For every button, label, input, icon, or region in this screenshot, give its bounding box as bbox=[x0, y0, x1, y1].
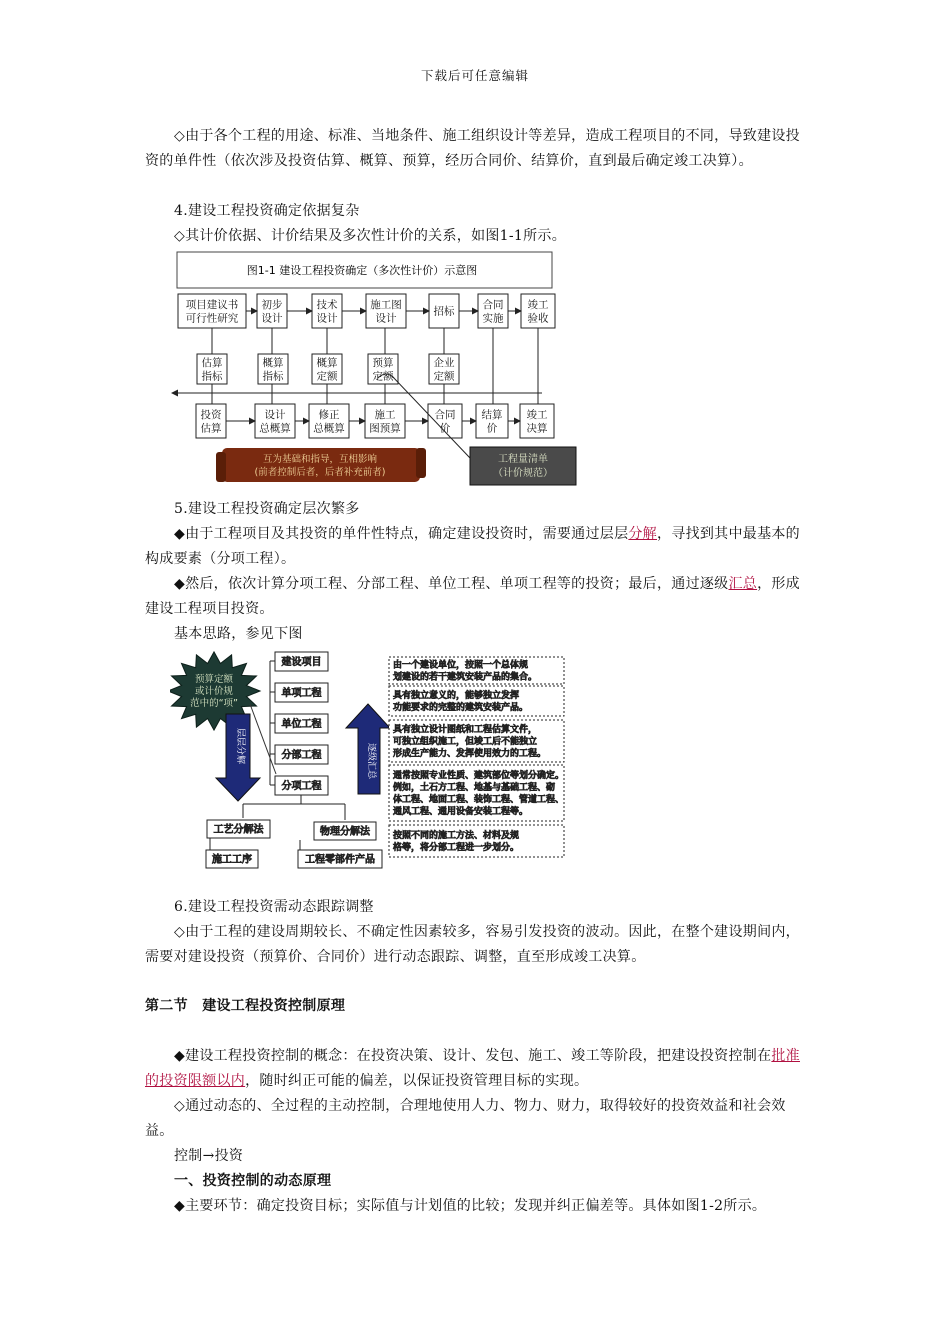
svg-text:逐级汇总: 逐级汇总 bbox=[366, 742, 376, 780]
svg-text:总概算: 总概算 bbox=[259, 422, 291, 435]
svg-text:范中的“项”: 范中的“项” bbox=[190, 698, 238, 709]
svg-text:技术: 技术 bbox=[316, 298, 338, 311]
svg-text:工程量清单: 工程量清单 bbox=[498, 454, 548, 465]
svg-text:可行性研究: 可行性研究 bbox=[185, 312, 239, 325]
svg-text:按照不同的施工方法、材料及规: 按照不同的施工方法、材料及规 bbox=[393, 831, 520, 842]
paragraph-active-control: ◇通过动态的、全过程的主动控制，合理地使用人力、物力、财力，取得较好的投资效益和社会效益。 bbox=[145, 1098, 786, 1139]
svg-text:体工程、地面工程、装饰工程、管道工程、: 体工程、地面工程、装饰工程、管道工程、 bbox=[393, 795, 565, 806]
fig1-top-box bbox=[312, 294, 342, 328]
svg-text:指标: 指标 bbox=[262, 370, 284, 383]
figure-decomposition bbox=[170, 646, 600, 872]
svg-text:概算: 概算 bbox=[316, 356, 338, 369]
svg-text:投资: 投资 bbox=[200, 408, 222, 421]
svg-text:项目建议书: 项目建议书 bbox=[185, 298, 239, 311]
link-approved-limit[interactable]: 批准的投资限额以内 bbox=[145, 1048, 800, 1089]
heading-item-5: 5.建设工程投资确定层次繁多 bbox=[174, 501, 360, 517]
svg-text:或计价规: 或计价规 bbox=[194, 686, 234, 697]
down-arrow-decompose bbox=[216, 714, 260, 801]
section-title: 第二节 建设工程投资控制原理 bbox=[145, 998, 346, 1014]
svg-text:招标: 招标 bbox=[433, 305, 455, 318]
fig1-top-box bbox=[178, 294, 246, 328]
svg-text:价: 价 bbox=[439, 422, 451, 435]
paragraph-main-steps: ◆主要环节：确定投资目标；实际值与计划值的比较；发现并纠正偏差等。具体如图1-2所示。 bbox=[174, 1198, 767, 1214]
svg-text:设计: 设计 bbox=[375, 312, 397, 325]
svg-text:施工图: 施工图 bbox=[370, 298, 402, 311]
svg-text:(前者控制后者，后者补充前者): (前者控制后者，后者补充前者) bbox=[254, 467, 386, 478]
svg-text:建设项目: 建设项目 bbox=[281, 657, 322, 668]
svg-text:具有独立设计图纸和工程估算文件，: 具有独立设计图纸和工程估算文件， bbox=[393, 725, 538, 736]
fig1-scroll-banner bbox=[216, 448, 426, 482]
fig1-top-box bbox=[429, 294, 459, 328]
svg-text:定额: 定额 bbox=[433, 370, 455, 383]
level-box bbox=[275, 714, 328, 733]
fig1-mid-box bbox=[429, 354, 459, 384]
fig1-top-box bbox=[366, 294, 406, 328]
svg-text:初步: 初步 bbox=[261, 298, 283, 311]
figure-1-1 bbox=[170, 250, 590, 490]
note-box bbox=[389, 657, 564, 684]
level-box bbox=[275, 683, 328, 702]
paragraph-fig1-intro: ◇其计价依据、计价结果及多次性计价的关系，如图1-1所示。 bbox=[174, 228, 567, 244]
svg-text:单项工程: 单项工程 bbox=[281, 688, 322, 699]
svg-text:格等，将分部工程进一步划分。: 格等，将分部工程进一步划分。 bbox=[393, 843, 520, 854]
level-box bbox=[275, 652, 328, 671]
fig1-top-box bbox=[478, 294, 508, 328]
fig1-top-box bbox=[257, 294, 287, 328]
svg-text:物理分解法: 物理分解法 bbox=[320, 826, 370, 838]
svg-text:设计: 设计 bbox=[261, 312, 283, 325]
svg-text:施工: 施工 bbox=[374, 408, 396, 421]
svg-text:竣工: 竣工 bbox=[527, 298, 549, 311]
svg-text:定额: 定额 bbox=[316, 370, 338, 383]
svg-text:预算定额: 预算定额 bbox=[194, 674, 234, 685]
svg-text:价: 价 bbox=[486, 422, 498, 435]
note-box bbox=[389, 686, 564, 716]
svg-text:通常按照专业性质、建筑部位等划分确定。: 通常按照专业性质、建筑部位等划分确定。 bbox=[393, 771, 565, 782]
page-header: 下载后可任意编辑 bbox=[420, 68, 529, 83]
svg-text:分部工程: 分部工程 bbox=[281, 750, 322, 761]
paragraph-decompose: ◆由于工程项目及其投资的单件性特点，确定建设投资时，需要通过层层分解，寻找到其中最基本的构成要素（分项工程）。 bbox=[145, 526, 800, 567]
svg-text:估算: 估算 bbox=[200, 422, 222, 435]
svg-text:竣工: 竣工 bbox=[526, 408, 548, 421]
svg-text:指标: 指标 bbox=[201, 370, 223, 383]
svg-text:工程零部件产品: 工程零部件产品 bbox=[305, 854, 375, 866]
svg-text:功能要求的完整的建筑安装产品。: 功能要求的完整的建筑安装产品。 bbox=[393, 703, 529, 714]
link-decompose[interactable]: 分解 bbox=[628, 526, 657, 542]
svg-text:合同: 合同 bbox=[434, 408, 456, 421]
leaf-box bbox=[314, 822, 376, 840]
svg-text:实施: 实施 bbox=[482, 312, 504, 325]
leaf-box bbox=[298, 850, 382, 868]
note-box bbox=[389, 720, 564, 762]
heading-item-6: 6.建设工程投资需动态跟踪调整 bbox=[174, 899, 374, 915]
paragraph-uniqueness: ◇由于各个工程的用途、标准、当地条件、施工组织设计等差异，造成工程项目的不同，导致建设投资的单件性（依次涉及投资估算、概算、预算，经历合同价、结算价，直到最后确定竣工决算）。 bbox=[145, 128, 800, 169]
paragraph-fig2-intro: 基本思路，参见下图 bbox=[174, 626, 303, 642]
fig1-bottom-box bbox=[428, 404, 462, 438]
heading-item-4: 4.建设工程投资确定依据复杂 bbox=[174, 203, 360, 219]
fig1-bill-box bbox=[470, 447, 576, 485]
svg-text:设计: 设计 bbox=[264, 408, 286, 421]
svg-text:图预算: 图预算 bbox=[369, 422, 401, 435]
svg-text:企业: 企业 bbox=[433, 356, 455, 369]
leaf-box bbox=[206, 850, 258, 868]
svg-text:划建设的若干建筑安装产品的集合。: 划建设的若干建筑安装产品的集合。 bbox=[393, 672, 538, 683]
fig1-mid-box bbox=[258, 354, 288, 384]
svg-text:预算: 预算 bbox=[372, 356, 394, 369]
link-aggregate[interactable]: 汇总 bbox=[728, 576, 758, 592]
svg-text:层层分解: 层层分解 bbox=[235, 727, 245, 765]
fig1-mid-box bbox=[312, 354, 342, 384]
svg-text:定额: 定额 bbox=[372, 370, 394, 383]
svg-text:概算: 概算 bbox=[262, 356, 284, 369]
paragraph-control-concept: ◆建设工程投资控制的概念：在投资决策、设计、发包、施工、竣工等阶段，把建设投资控制在批准的投资限额以内，随时纠正可能的偏差，以保证投资管理目标的实现。 bbox=[145, 1048, 800, 1089]
svg-text:由一个建设单位，按照一个总体规: 由一个建设单位，按照一个总体规 bbox=[393, 660, 529, 671]
svg-text:通风工程、通用设备安装工程等。: 通风工程、通用设备安装工程等。 bbox=[393, 807, 529, 818]
paragraph-control-investment: 控制→投资 bbox=[174, 1148, 244, 1164]
svg-text:决算: 决算 bbox=[526, 422, 548, 435]
fig1-mid-box bbox=[368, 354, 398, 384]
up-arrow-aggregate bbox=[346, 704, 390, 794]
svg-text:例如，土石方工程、地基与基础工程、砌: 例如，土石方工程、地基与基础工程、砌 bbox=[393, 783, 556, 794]
svg-text:互为基础和指导，互相影响: 互为基础和指导，互相影响 bbox=[262, 454, 378, 465]
svg-text:施工工序: 施工工序 bbox=[212, 854, 252, 866]
leaf-box bbox=[207, 820, 270, 838]
svg-text:可独立组织施工，但竣工后不能独立: 可独立组织施工，但竣工后不能独立 bbox=[393, 737, 538, 748]
svg-text:修正: 修正 bbox=[318, 408, 340, 421]
fig1-top-box bbox=[521, 294, 555, 328]
svg-text:结算: 结算 bbox=[481, 408, 503, 421]
fig1-bottom-box bbox=[476, 404, 508, 438]
heading-dynamic-principle: 一、投资控制的动态原理 bbox=[174, 1173, 332, 1189]
svg-text:分项工程: 分项工程 bbox=[281, 781, 322, 792]
svg-text:总概算: 总概算 bbox=[313, 422, 345, 435]
fig1-bottom-box bbox=[196, 404, 226, 438]
level-box bbox=[275, 745, 328, 764]
fig1-bottom-box bbox=[365, 404, 405, 438]
fig1-bottom-box bbox=[309, 404, 349, 438]
svg-text:估算: 估算 bbox=[201, 356, 223, 369]
svg-text:验收: 验收 bbox=[527, 312, 549, 325]
fig1-bottom-box bbox=[520, 404, 554, 438]
paragraph-aggregate: ◆然后，依次计算分项工程、分部工程、单位工程、单项工程等的投资；最后，通过逐级汇总，形成建设工程项目投资。 bbox=[145, 576, 800, 617]
svg-text:（计价规范）: （计价规范） bbox=[493, 468, 553, 479]
svg-text:工艺分解法: 工艺分解法 bbox=[213, 824, 264, 836]
svg-text:形成生产能力、发挥使用效力的工程。: 形成生产能力、发挥使用效力的工程。 bbox=[393, 749, 547, 760]
fig1-title: 图1-1 建设工程投资确定（多次性计价）示意图 bbox=[246, 264, 478, 277]
fig1-bottom-box bbox=[255, 404, 295, 438]
note-box bbox=[389, 765, 564, 821]
note-box bbox=[389, 825, 564, 857]
paragraph-dynamic: ◇由于工程的建设周期较长、不确定性因素较多，容易引发投资的波动。因此，在整个建设期间内，需要对建设投资（预算价、合同价）进行动态跟踪、调整，直至形成竣工决算。 bbox=[145, 924, 800, 965]
fig1-mid-box bbox=[197, 354, 227, 384]
svg-text:合同: 合同 bbox=[482, 298, 504, 311]
svg-text:设计: 设计 bbox=[316, 312, 338, 325]
fig1-boxes bbox=[178, 294, 555, 438]
level-box bbox=[275, 776, 328, 795]
svg-text:具有独立意义的，能够独立发挥: 具有独立意义的，能够独立发挥 bbox=[393, 691, 520, 702]
svg-text:单位工程: 单位工程 bbox=[281, 719, 322, 730]
